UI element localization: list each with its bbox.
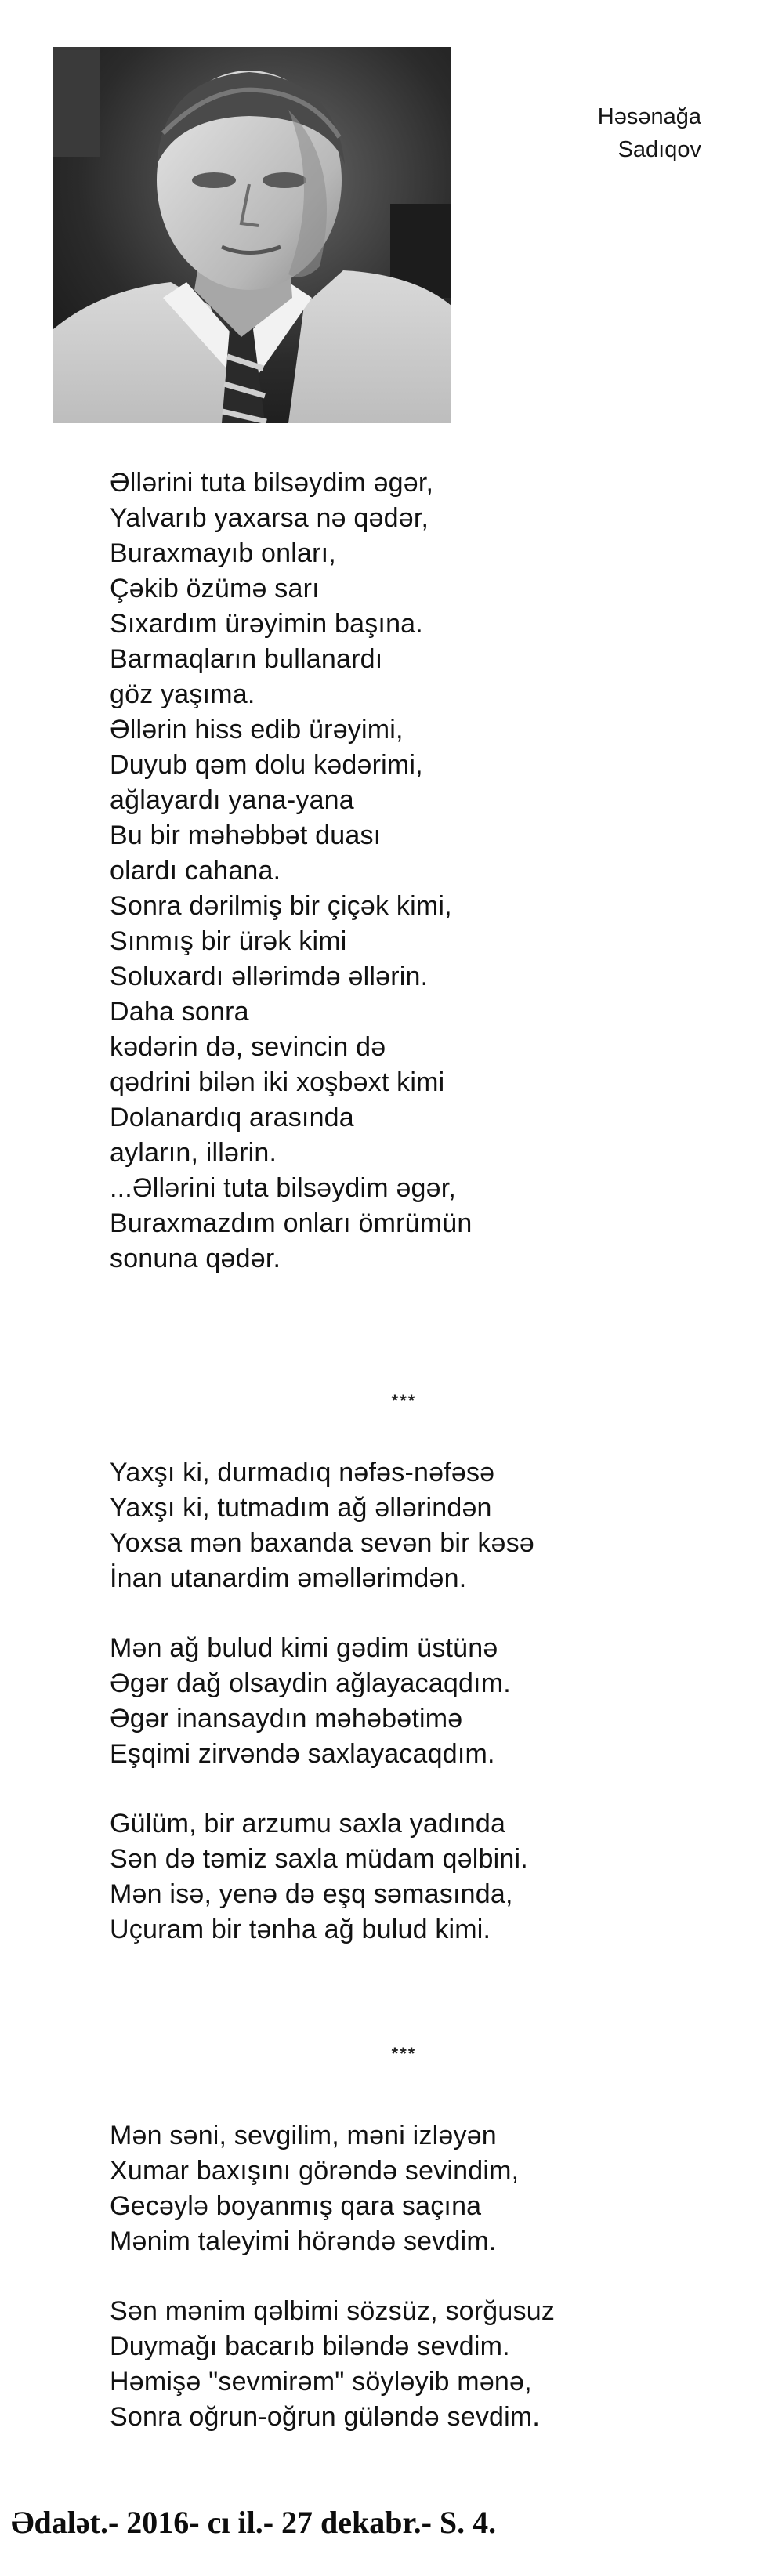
stanza-gap: [110, 1596, 534, 1631]
poem-line: Yaxşı ki, tutmadım ağ əllərindən: [110, 1493, 492, 1523]
poem-line: Duymağı bacarıb biləndə sevdim.: [110, 2331, 510, 2361]
poem-line: Əgər inansaydın məhəbətimə: [110, 1704, 463, 1734]
poem-line: Mən isə, yenə də eşq səmasında,: [110, 1879, 513, 1909]
author-name: [598, 100, 701, 166]
poem-line: Sonra dərilmiş bir çiçək kimi,: [110, 891, 452, 921]
poem-line: Gülüm, bir arzumu saxla yadında: [110, 1809, 506, 1839]
section-separator: ***: [391, 2044, 417, 2063]
poem-line: Dolanardıq arasında: [110, 1103, 354, 1132]
stanza-gap: [110, 1772, 534, 1806]
poem-line: Sıxardım ürəyimin başına.: [110, 609, 423, 639]
poem-line: Yoxsa mən baxanda sevən bir kəsə: [110, 1528, 534, 1558]
poem-line: Duyub qəm dolu kədərimi,: [110, 750, 423, 780]
poem-line: Mən ağ bulud kimi gədim üstünə: [110, 1633, 498, 1663]
poem-line: kədərin də, sevincin də: [110, 1032, 386, 1062]
poem-line: Sən də təmiz saxla müdam qəlbini.: [110, 1844, 528, 1874]
poem-line: Yaxşı ki, durmadıq nəfəs-nəfəsə: [110, 1458, 495, 1487]
poem-line: Yalvarıb yaxarsa nə qədər,: [110, 503, 429, 533]
poem-line: Buraxmazdım onları ömrümün: [110, 1208, 473, 1238]
poem-line: sonuna qədər.: [110, 1244, 281, 1274]
poem-line: Uçuram bir tənha ağ bulud kimi.: [110, 1915, 491, 1944]
publication-citation: Ədalət.- 2016- cı il.- 27 dekabr.- S. 4.: [11, 2505, 497, 2540]
poem-line: Soluxardı əllərimdə əllərin.: [110, 962, 429, 991]
author-first-name: Həsənağa: [597, 104, 701, 129]
poem-line: olardı cahana.: [110, 856, 281, 886]
poem-line: Əllərin hiss edib ürəyimi,: [110, 715, 404, 745]
poem-line: Barmaqların bullanardı: [110, 644, 383, 674]
poem-line: Çəkib özümə sarı: [110, 574, 320, 603]
poem-line: İnan utanardim əməllərimdən.: [110, 1563, 467, 1593]
poem-line: Sən mənim qəlbimi sözsüz, sorğusuz: [110, 2296, 556, 2326]
poem-line: Buraxmayıb onları,: [110, 538, 336, 568]
poem-line: Əgər dağ olsaydin ağlayacaqdım.: [110, 1668, 511, 1698]
poem-line: Xumar baxışını görəndə sevindim,: [110, 2156, 520, 2186]
poem-line: Həmişə "sevmirəm" söyləyib mənə,: [110, 2367, 532, 2397]
poem-line: ...Əllərini tuta bilsəydim əgər,: [110, 1173, 457, 1203]
poem-line: Mən səni, sevgilim, məni izləyən: [110, 2121, 497, 2150]
poem-line: qədrini bilən iki xoşbəxt kimi: [110, 1067, 445, 1097]
poem-3: [110, 2118, 555, 2435]
poem-line: Gecəylə boyanmış qara saçına: [110, 2191, 482, 2221]
poem-line: Bu bir məhəbbət duası: [110, 821, 382, 850]
poem-line: Daha sonra: [110, 997, 249, 1027]
author-photo: [53, 47, 451, 423]
poem-line: ayların, illərin.: [110, 1138, 277, 1168]
poem-line: Eşqimi zirvəndə saxlayacaqdım.: [110, 1739, 495, 1769]
stanza-gap: [110, 2259, 555, 2294]
poem-line: Əllərini tuta bilsəydim əgər,: [110, 468, 434, 498]
poem-line: Sınmış bir ürək kimi: [110, 926, 347, 956]
poem-2: [110, 1455, 534, 1947]
poem-line: Mənim taleyimi hörəndə sevdim.: [110, 2226, 497, 2256]
poem-line: ağlayardı yana-yana: [110, 785, 354, 815]
poem-line: göz yaşıma.: [110, 679, 255, 709]
poem-1: [110, 466, 472, 1277]
author-last-name: Sadıqov: [617, 137, 701, 162]
poem-line: Sonra oğrun-oğrun güləndə sevdim.: [110, 2402, 541, 2432]
section-separator: ***: [391, 1391, 417, 1411]
